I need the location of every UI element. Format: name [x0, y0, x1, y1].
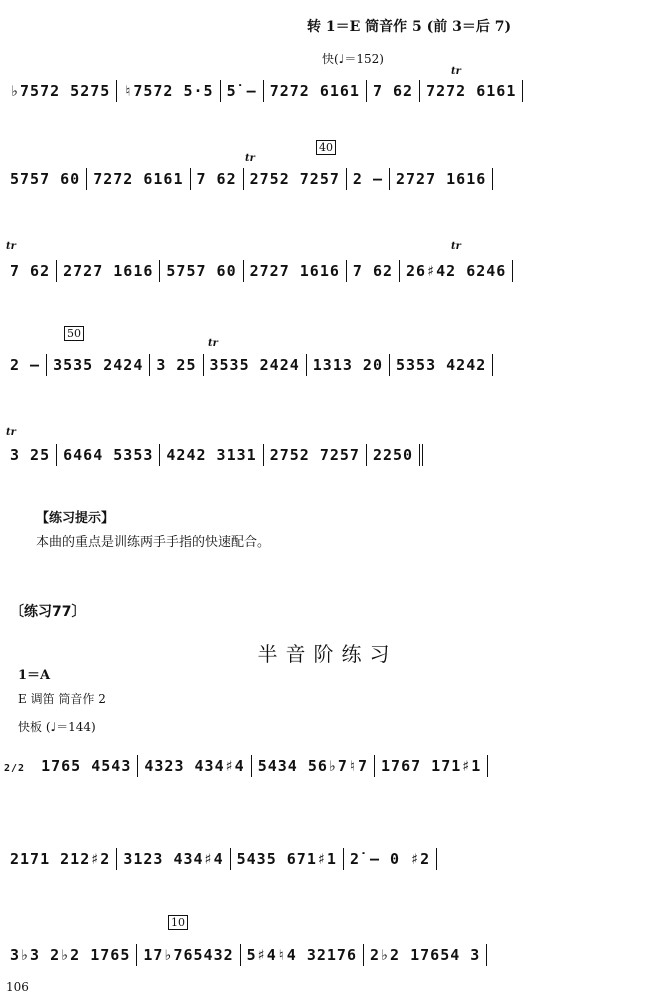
trill-mark: tr — [208, 338, 218, 349]
measure: 5435 671♯1 — [231, 848, 344, 870]
measure: 17♭765432 — [137, 944, 240, 966]
measure: 3 25 — [4, 444, 57, 466]
key-signature: 1＝A — [18, 668, 51, 683]
trill-mark: tr — [6, 241, 16, 252]
measure: 5434 56♭7♮7 — [252, 755, 375, 777]
measure: 7 62 — [347, 260, 400, 282]
rehearsal-mark-40: 40 — [316, 140, 336, 155]
measure: 1767 171♯1 — [375, 755, 488, 777]
measure: 5̇ – — [221, 80, 264, 102]
measure: 2̇ – 0 ♯2 — [344, 848, 437, 870]
measure: 4323 434♯4 — [138, 755, 251, 777]
trill-mark: tr — [451, 66, 461, 77]
measure: ♮7572 5·5 — [117, 80, 220, 102]
rehearsal-mark-10: 10 — [168, 915, 188, 930]
exercise-row-2 — [4, 848, 437, 870]
measure: 7272 6161 — [264, 80, 367, 102]
rehearsal-mark-50: 50 — [64, 326, 84, 341]
measure: 5757 60 — [4, 168, 87, 190]
measure: 2727 1616 — [244, 260, 347, 282]
notation-row-5 — [4, 444, 423, 466]
measure: 3535 2424 — [204, 354, 307, 376]
time-signature: 2/2 — [4, 763, 26, 774]
notation-row-1 — [4, 80, 523, 102]
measure: 5757 60 — [160, 260, 243, 282]
measure: 5353 4242 — [390, 354, 493, 376]
measure: 6464 5353 — [57, 444, 160, 466]
measure: 3♭3 2♭2 1765 — [4, 944, 137, 966]
notation-row-2 — [4, 168, 493, 190]
measure: 4242 3131 — [160, 444, 263, 466]
measure: 2752 7257 — [264, 444, 367, 466]
measure: 1765 4543 — [35, 755, 138, 777]
measure: 2727 1616 — [57, 260, 160, 282]
trill-mark: tr — [6, 427, 16, 438]
measure: 7272 6161 — [87, 168, 190, 190]
practice-tips-text: 本曲的重点是训练两手手指的快速配合。 — [36, 535, 271, 550]
measure: 5♯4♮4 32176 — [241, 944, 364, 966]
final-measure: 2250 — [367, 444, 423, 466]
exercise-label: 〔练习77〕 — [10, 604, 86, 620]
measure: 3123 434♯4 — [117, 848, 230, 870]
notation-row-3 — [4, 260, 513, 282]
measure: 7 62 — [4, 260, 57, 282]
measure: 2752 7257 — [244, 168, 347, 190]
tempo-marking: 快(♩＝152) — [322, 52, 384, 66]
measure: 2 – — [4, 354, 47, 376]
measure: 26♯42 6246 — [400, 260, 513, 282]
measure: 2 – — [347, 168, 390, 190]
trill-mark: tr — [451, 241, 461, 252]
measure: 3 25 — [150, 354, 203, 376]
page-number: 106 — [6, 980, 29, 994]
measure: 7272 6161 — [420, 80, 523, 102]
exercise-row-1 — [4, 755, 488, 777]
measure: ♭7572 5275 — [4, 80, 117, 102]
piece-title: 半音阶练习 — [257, 642, 398, 666]
measure: 2727 1616 — [390, 168, 493, 190]
notation-row-4 — [4, 354, 493, 376]
measure: 3535 2424 — [47, 354, 150, 376]
instrument-line: E 调笛 筒音作 2 — [18, 692, 106, 706]
trill-mark: tr — [245, 153, 255, 164]
measure: 2171 212♯2 — [4, 848, 117, 870]
measure: 7 62 — [367, 80, 420, 102]
key-change-heading: 转 1＝E 筒音作 5 (前 3＝后 7) — [307, 19, 512, 35]
measure: 2♭2 17654 3 — [364, 944, 487, 966]
tempo-marking-2: 快板 (♩＝144) — [18, 720, 96, 734]
exercise-row-3 — [4, 944, 487, 966]
practice-tips-heading: 【练习提示】 — [36, 511, 115, 526]
measure: 1313 20 — [307, 354, 390, 376]
measure: 7 62 — [191, 168, 244, 190]
